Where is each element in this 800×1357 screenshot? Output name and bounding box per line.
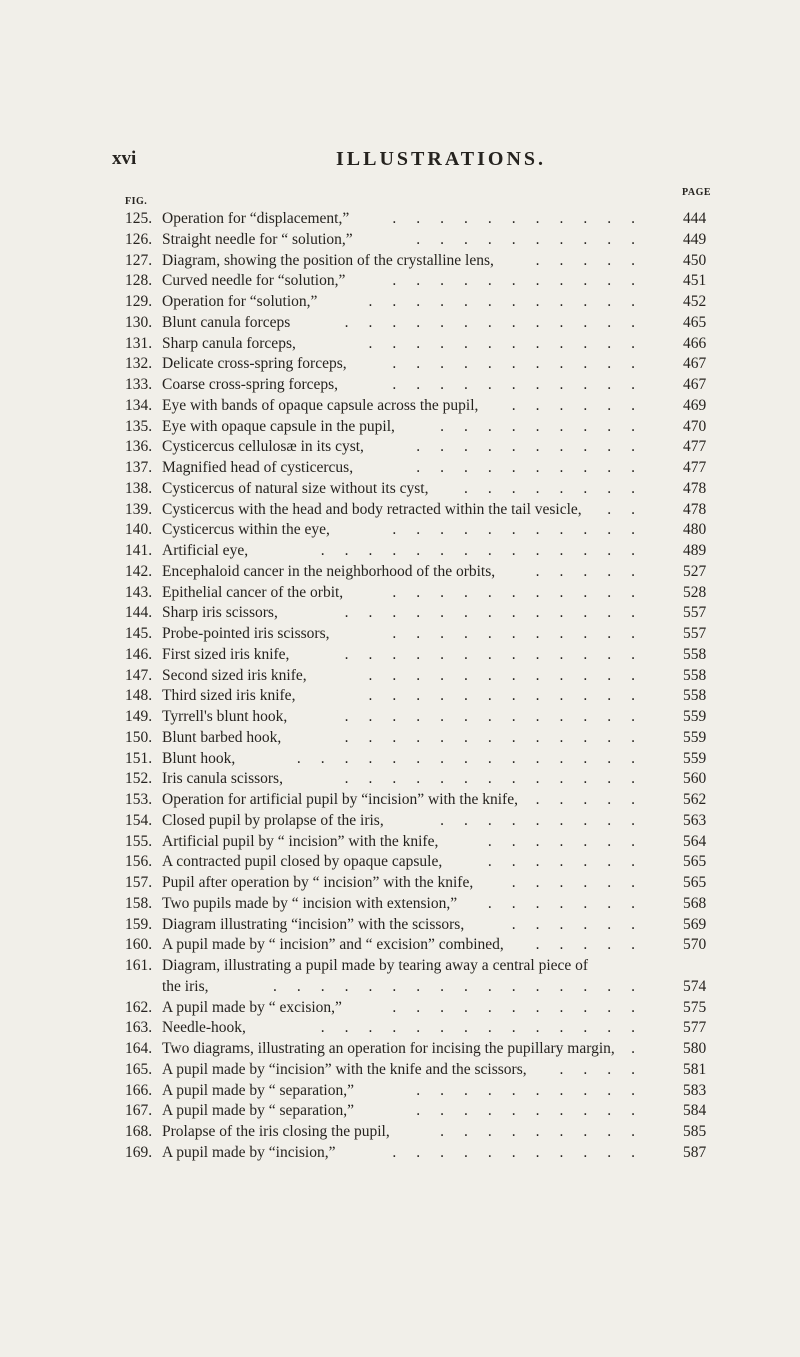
dot-leader: ..... [535,562,655,580]
page-ref: 489 [683,542,707,559]
list-item [125,915,715,936]
figure-number: 140. [125,521,153,539]
figure-title: Two pupils made by “ incision with extension,” [162,894,458,912]
dot-leader: ................ [273,977,655,995]
figure-number: 149. [125,708,153,725]
figure-title: Epithelial cancer of the orbit, [162,583,344,601]
figure-number: 143. [125,583,153,601]
page-ref: 559 [683,708,707,725]
figure-number: 160. [125,936,153,954]
figure-title: Iris canula scissors, [162,770,283,788]
dot-leader: . [631,1040,655,1057]
page-ref: 559 [683,749,707,767]
figure-title: Pupil after operation by “ incision” with the knife, [162,874,474,891]
page-ref: 528 [683,583,707,601]
figure-title: Eye with bands of opaque capsule across the pupil, [162,396,479,414]
page-ref: 477 [683,459,707,476]
page-ref: 585 [683,1123,707,1140]
list-item [125,790,715,811]
dot-leader: ............ [368,666,655,684]
figure-title: Two diagrams, illustrating an operation for incising the pupillary margin, [162,1040,615,1057]
dot-leader: ......... [440,1123,655,1140]
figure-number: 128. [125,272,153,290]
page-ref: 563 [683,811,707,829]
dot-leader: .... [559,1060,655,1078]
page-ref: 558 [683,687,707,705]
dot-leader: ............ [368,687,655,705]
page-ref: 480 [683,521,707,539]
dot-leader: ...... [511,915,655,933]
figure-number: 167. [125,1102,153,1120]
dot-leader: ..... [535,251,655,269]
dot-leader: ............. [344,313,655,331]
list-item [125,375,715,396]
list-item [125,354,715,375]
figure-title: A pupil made by “ separation,” [162,1102,354,1120]
page-header [112,148,712,172]
figure-number: 162. [125,998,153,1016]
page-ref: 562 [683,791,707,808]
figure-number: 132. [125,355,153,373]
figure-title: Cysticercus within the eye, [162,521,330,539]
list-item [125,728,715,749]
figure-title: A pupil made by “incision,” [162,1143,336,1161]
page-ref: 568 [683,894,707,912]
figure-title: Blunt canula forceps [162,313,291,331]
figure-number: 166. [125,1081,153,1099]
figure-number: 158. [125,894,153,912]
figure-number: 137. [125,459,153,476]
page-ref: 583 [683,1081,707,1099]
list-item [125,541,715,562]
list-item [125,251,715,272]
dot-leader: ....... [487,853,655,871]
figure-number: 150. [125,728,153,746]
page-ref: 569 [683,915,707,933]
dot-leader: ......... [440,811,655,829]
figure-title: Eye with opaque capsule in the pupil, [162,417,395,435]
list-item [125,1101,715,1122]
dot-leader: .............. [320,542,655,559]
list-item [125,873,715,894]
figure-number: 152. [125,770,153,788]
figure-title: Artificial eye, [162,542,249,559]
dot-leader: .............. [320,1019,655,1037]
figure-number: 159. [125,915,153,933]
figure-number: 155. [125,832,153,850]
list-item [125,479,715,500]
figure-title: A pupil made by “incision” with the knife and the scissors, [162,1060,527,1078]
dot-leader: .......... [416,438,655,456]
list-item [125,396,715,417]
figure-number: 147. [125,666,153,684]
list-item [125,1143,715,1164]
figure-title: Encephaloid cancer in the neighborhood of the orbits, [162,562,496,580]
list-item [125,832,715,853]
dot-leader: ........... [392,376,655,393]
dot-leader: ........... [392,272,655,290]
page-ref: 478 [683,479,707,497]
figure-number: 125. [125,210,153,227]
figure-number: 153. [125,791,153,808]
figure-number: 168. [125,1123,153,1140]
figure-number: 131. [125,334,153,352]
list-item [125,583,715,604]
page-ref: 558 [683,666,707,684]
figure-title: Coarse cross-spring forceps, [162,376,339,393]
list-item [125,458,715,479]
figure-number: 139. [125,500,153,518]
dot-leader: ........... [392,1143,655,1161]
dot-leader: ......... [440,417,655,435]
dot-leader: ........... [392,355,655,373]
figure-title: Operation for artificial pupil by “incision” with the knife, [162,791,518,808]
dot-leader: .. [607,500,655,518]
figure-number: 126. [125,230,153,248]
dot-leader: ....... [487,832,655,850]
figure-title: Blunt barbed hook, [162,728,282,746]
figure-number: 156. [125,853,153,871]
figure-number: 142. [125,562,153,580]
page-ref: 467 [683,355,707,373]
dot-leader: ........... [392,210,655,227]
list-item [125,1081,715,1102]
dot-leader: ............ [368,334,655,352]
page-ref: 580 [683,1040,707,1057]
list-item [125,500,715,521]
figure-title: First sized iris knife, [162,645,290,663]
list-item [125,956,715,998]
figure-title: Cysticercus cellulosæ in its cyst, [162,438,364,456]
figure-title: Blunt hook, [162,749,236,767]
page-number: xvi [112,148,137,169]
page-ref: 570 [683,936,707,954]
list-item [125,1039,715,1060]
list-item [125,562,715,583]
dot-leader: ........... [392,521,655,539]
page-ref: 449 [683,230,707,248]
figure-title: Tyrrell's blunt hook, [162,708,288,725]
dot-leader: ..... [535,791,655,808]
list-item [125,707,715,728]
figure-number: 164. [125,1040,153,1057]
fig-column-header: FIG. [125,196,148,207]
page-ref: 465 [683,313,707,331]
dot-leader: ............. [344,708,655,725]
page-ref: 450 [683,251,707,269]
figure-title: Prolapse of the iris closing the pupil, [162,1123,390,1140]
figure-title: Curved needle for “solution,” [162,272,346,290]
figure-title: Needle-hook, [162,1019,246,1037]
list-item [125,313,715,334]
list-item [125,437,715,458]
figure-number: 169. [125,1143,153,1161]
page-ref: 478 [683,500,707,518]
figure-number: 148. [125,687,153,705]
dot-leader: ............. [344,770,655,788]
figure-title: Closed pupil by prolapse of the iris, [162,811,384,829]
figure-number: 130. [125,313,153,331]
list-item [125,935,715,956]
illustrations-list [125,209,715,1164]
dot-leader: ............. [344,728,655,746]
dot-leader: ...... [511,874,655,891]
figure-number: 145. [125,625,153,642]
page-ref: 565 [683,853,707,871]
page-ref: 527 [683,562,707,580]
list-item [125,230,715,251]
figure-title: Diagram, illustrating a pupil made by tearing away a central piece of [162,957,589,974]
dot-leader: ........... [392,583,655,601]
dot-leader: ............ [368,293,655,310]
page-ref: 470 [683,417,707,435]
figure-number: 151. [125,749,153,767]
list-item [125,769,715,790]
page-ref: 452 [683,293,707,310]
dot-leader: ............. [344,604,655,622]
figure-number: 129. [125,293,153,310]
page-ref: 560 [683,770,707,788]
page-ref: 577 [683,1019,707,1037]
dot-leader: ........ [464,479,655,497]
page-ref: 444 [683,210,707,227]
page-column-header: PAGE [682,187,712,198]
figure-title: A pupil made by “ separation,” [162,1081,354,1099]
figure-title: Diagram, showing the position of the crystalline lens, [162,251,494,269]
figure-title: Artificial pupil by “ incision” with the knife, [162,832,439,850]
figure-number: 163. [125,1019,153,1037]
figure-number: 161. [125,957,153,974]
dot-leader: ............... [296,749,655,767]
figure-title: Third sized iris knife, [162,687,296,705]
dot-leader: ........... [392,998,655,1016]
figure-number: 127. [125,251,153,269]
list-item [125,624,715,645]
list-item [125,852,715,873]
page-ref: 559 [683,728,707,746]
page-ref: 575 [683,998,707,1016]
list-item [125,417,715,438]
list-item [125,894,715,915]
dot-leader: ........... [392,625,655,642]
figure-title: Cysticercus of natural size without its cyst, [162,479,429,497]
page-ref: 557 [683,625,707,642]
figure-number: 146. [125,645,153,663]
figure-number: 144. [125,604,153,622]
page-ref: 565 [683,874,707,891]
page-ref: 581 [683,1060,707,1078]
dot-leader: ....... [487,894,655,912]
list-item [125,811,715,832]
figure-title: A pupil made by “ excision,” [162,998,342,1016]
page-ref: 587 [683,1143,707,1161]
figure-title: Magnified head of cysticercus, [162,459,354,476]
page-ref: 584 [683,1102,707,1120]
figure-number: 157. [125,874,153,891]
page-ref: 451 [683,272,707,290]
page-ref: 477 [683,438,707,456]
page-ref: 558 [683,645,707,663]
figure-title-continued: the iris, [162,977,209,995]
figure-title: Second sized iris knife, [162,666,307,684]
list-item [125,1018,715,1039]
dot-leader: .......... [416,1102,655,1120]
list-item [125,209,715,230]
list-item [125,520,715,541]
list-item [125,998,715,1019]
figure-title: Sharp iris scissors, [162,604,278,622]
list-item [125,749,715,770]
dot-leader: .......... [416,459,655,476]
list-item [125,1122,715,1143]
figure-number: 138. [125,479,153,497]
figure-title: A contracted pupil closed by opaque capsule, [162,853,443,871]
figure-title: A pupil made by “ incision” and “ excision” combined, [162,936,504,954]
dot-leader: ...... [511,396,655,414]
dot-leader: ..... [535,936,655,954]
list-item [125,686,715,707]
page-ref: 467 [683,376,707,393]
list-item [125,645,715,666]
figure-title: Delicate cross-spring forceps, [162,355,347,373]
page-ref: 564 [683,832,707,850]
dot-leader: ............. [344,645,655,663]
page-ref: 469 [683,396,707,414]
list-item [125,271,715,292]
figure-title: Probe-pointed iris scissors, [162,625,330,642]
list-item [125,603,715,624]
figure-number: 154. [125,811,153,829]
page-ref: 557 [683,604,707,622]
figure-title: Sharp canula forceps, [162,334,296,352]
list-item [125,292,715,313]
figure-number: 165. [125,1060,153,1078]
figure-number: 135. [125,417,153,435]
dot-leader: .......... [416,230,655,248]
figure-number: 136. [125,438,153,456]
list-item [125,334,715,355]
figure-title: Operation for “solution,” [162,293,318,310]
dot-leader: .......... [416,1081,655,1099]
page-ref: 466 [683,334,707,352]
figure-title: Operation for “displacement,” [162,210,350,227]
page-ref: 574 [683,977,707,995]
figure-title: Diagram illustrating “incision” with the scissors, [162,915,465,933]
list-item [125,666,715,687]
running-title: ILLUSTRATIONS. [336,148,547,170]
figure-number: 133. [125,376,153,393]
figure-title: Cysticercus with the head and body retracted within the tail vesicle, [162,500,582,518]
list-item [125,1060,715,1081]
figure-number: 141. [125,542,153,559]
figure-number: 134. [125,396,153,414]
figure-title: Straight needle for “ solution,” [162,230,353,248]
